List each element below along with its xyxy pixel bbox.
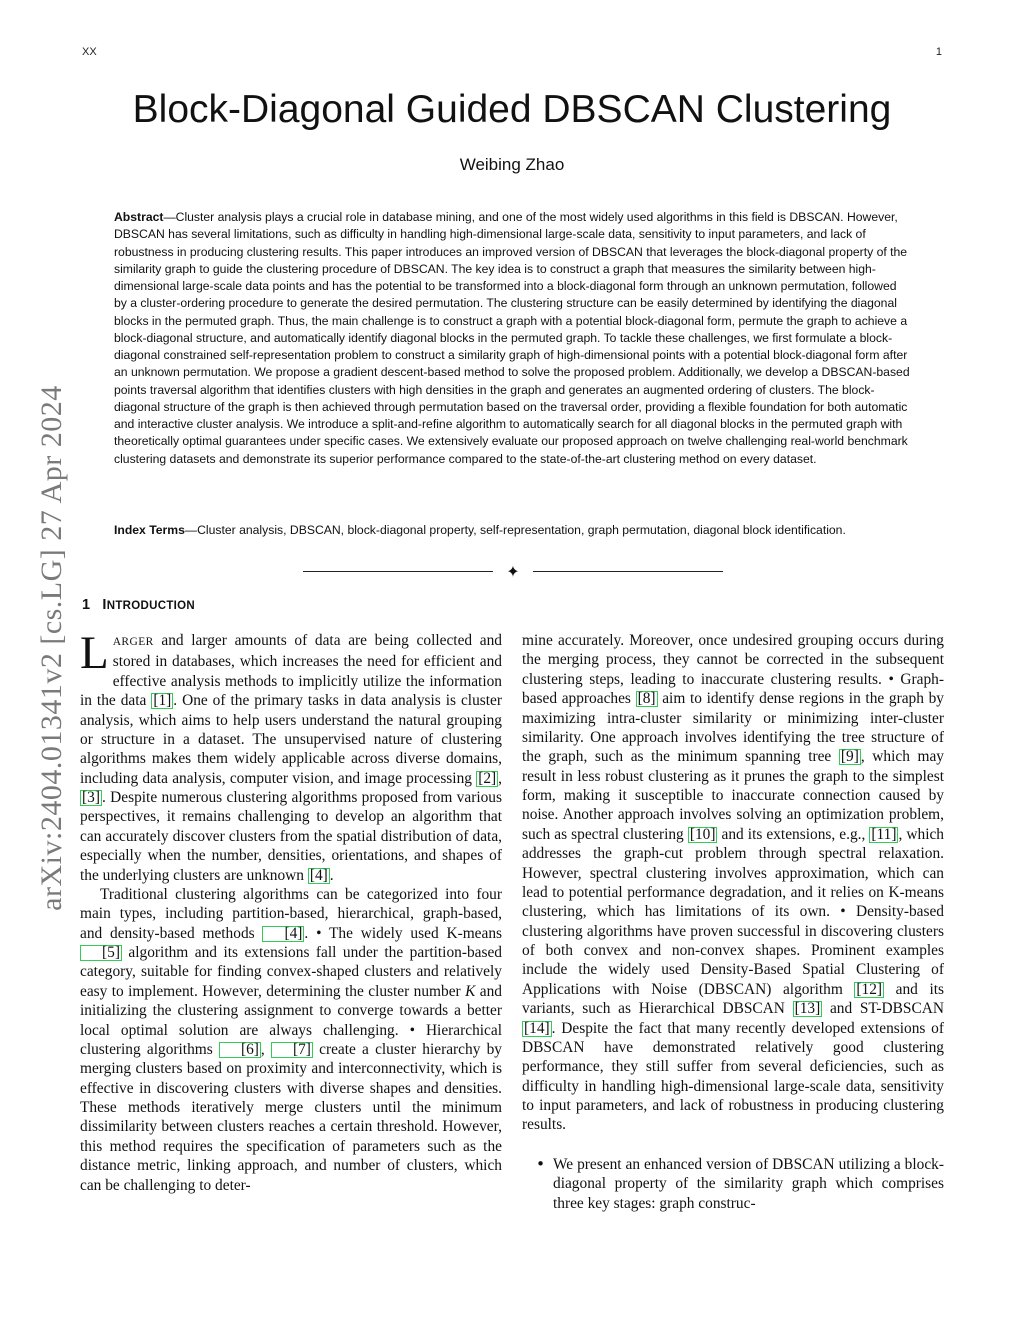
citation-link[interactable]: [12] bbox=[856, 980, 883, 998]
text-run: . • The widely used K-means bbox=[304, 924, 503, 942]
text-run: and its variants, such as Hierarchical DBSCAN bbox=[522, 980, 944, 1018]
index-terms-text: —Cluster analysis, DBSCAN, block-diagonal property, self-representation, graph permutation, diagonal block identification. bbox=[184, 523, 846, 537]
divider-rule-left bbox=[303, 571, 493, 572]
citation-link[interactable]: [3] bbox=[82, 789, 100, 806]
citation-link[interactable]: [2] bbox=[478, 769, 497, 787]
intro-paragraph-2 bbox=[80, 885, 502, 1195]
abstract bbox=[114, 209, 912, 468]
section-first-letter: I bbox=[102, 597, 107, 613]
text-run: , bbox=[260, 1040, 271, 1058]
text-run: . Despite numerous clustering algorithms proposed from various perspectives, it remains challenging to develop an algorithm that can accurately discover clusters from the spatial distribution of data, especially when the number, densities, orientations, and shapes of the underlying clusters are unknown bbox=[80, 789, 502, 884]
math-symbol: K bbox=[465, 982, 476, 1000]
text-run: Traditional clustering algorithms can be categorized into four main types, including partition-based, hierarchical, graph-based, and density-based methods bbox=[80, 885, 502, 942]
list-item: • We present an enhanced version of DBSCAN utilizing a block-diagonal property of the similarity graph which comprises three key stages: graph construc- bbox=[522, 1155, 944, 1213]
citation-link[interactable]: [8] bbox=[637, 690, 656, 708]
text-run: mine accurately. Moreover, once undesired grouping occurs during the merging process, they cannot be corrected in the subsequent clustering steps, leading to inaccurate clustering results. • Graph-based approaches bbox=[522, 632, 944, 708]
citation-link[interactable]: [6] bbox=[219, 1042, 261, 1058]
index-terms bbox=[114, 522, 912, 539]
text-run: . Despite the fact that many recently developed extensions of DBSCAN have demonstrated relatively good clustering performance, they still suffer from several deficiencies, such as difficulty in handling high-dimensional large-scale data, sensitivity to input parameters, and lack of robustness in producing clustering results. bbox=[522, 1019, 944, 1134]
text-run: , which may result in less robust clustering as it prunes the graph to the simplest form, making it susceptible to inaccurate connection caused by noise. Another approach involves solving an optimization problem, such as spectral clustering bbox=[522, 748, 944, 843]
citation-link[interactable]: [5] bbox=[80, 945, 122, 961]
paper-title: Block-Diagonal Guided DBSCAN Clustering bbox=[132, 88, 892, 131]
divider-rule-right bbox=[533, 571, 723, 572]
divider-star-icon: ✦ bbox=[506, 561, 520, 581]
text-run: aim to identify dense regions in the graph by maximizing intra-cluster similarity or minimizing inter-cluster similarity. One approach involves identifying the tree structure of the graph, such as the minimum spanning tree bbox=[522, 690, 944, 766]
section-heading-introduction bbox=[82, 597, 195, 613]
lead-smallcaps: ARGER bbox=[112, 636, 154, 648]
intro-paragraph-3 bbox=[522, 631, 944, 1135]
text-run: and its extensions, e.g., bbox=[717, 825, 870, 843]
citation-link[interactable]: [4] bbox=[262, 926, 304, 942]
citation-link[interactable]: [4] bbox=[309, 866, 328, 884]
citation-link[interactable]: [9] bbox=[840, 748, 859, 766]
text-run: algorithm and its extensions fall under the partition-based category, suitable for finding convex-shaped clusters and relatively easy to implement. However, determining the cluster number bbox=[80, 944, 502, 1000]
intro-paragraph-1 bbox=[80, 627, 502, 885]
contribution-list bbox=[522, 1155, 944, 1213]
text-run: . One of the primary tasks in data analysis is cluster analysis, which aims to help users understand the natural grouping or structure in a dataset. The unsupervised nature of clustering algorithms makes them widely applicable across diverse domains, including data analysis, computer vision, and image processing bbox=[80, 692, 502, 787]
section-divider bbox=[303, 562, 723, 580]
author-name: Weibing Zhao bbox=[459, 155, 565, 174]
running-header-left: XX bbox=[82, 46, 97, 58]
text-run: create a cluster hierarchy by merging clusters based on proximity and interconnectivity, which is effective in discovering clusters with diverse shapes and densities. These methods iteratively merge clusters until the minimum dissimilarity between clusters reaches a certain threshold. However, this method requires the specification of parameters such as the distance metric, linking approach, and number of clusters, which can be challenging to deter- bbox=[80, 1040, 502, 1194]
text-run: and larger amounts of data are being collected and stored in databases, which increases the need for efficient and effective analysis methods to implicitly utilize the information in the data bbox=[80, 632, 502, 710]
text-run: , which addresses the graph-cut problem through spectral relaxation. However, spectral clustering involves approximation, which can lead to potential performance degradation, and it relies on K-means clustering, which has limitations of its own. • Density-based clustering algorithms have proven successful in discovering clusters of both convex and non-convex shapes. Prominent examples include the widely used Density-Based Spatial Clustering of Applications with Noise (DBSCAN) algorithm bbox=[522, 825, 944, 998]
right-column bbox=[522, 631, 944, 1213]
citation-link[interactable]: [10] bbox=[689, 825, 716, 843]
left-column bbox=[80, 627, 503, 1195]
page-number: 1 bbox=[935, 46, 942, 58]
citation-link[interactable]: [14] bbox=[524, 1019, 550, 1037]
citation-link[interactable]: [7] bbox=[271, 1042, 313, 1058]
abstract-text: —Cluster analysis plays a crucial role in database mining, and one of the most widely used algorithms in this field is DBSCAN. However, DBSCAN has several limitations, such as difficulty in handling high-dimensional large-scale data, sensitivity to input parameters, and lack of robustness in producing clustering results. This paper introduces an improved version of DBSCAN that leverages the block-diagonal property of the similarity graph to guide the clustering procedure of DBSCAN. The key idea is to construct a graph that measures the similarity between high-dimensional large-scale data points and has the potential to be transformed into a block-diagonal form through an unknown permutation, followed by a cluster-ordering procedure to generate the desired permutation. The clustering structure can be easily determined by identifying the diagonal blocks in the permuted graph. Thus, the main challenge is to construct a graph with a potential block-diagonal form, permute the graph to achieve a block-diagonal structure, and automatically identify diagonal blocks in the permuted graph. To tackle these challenges, we first formulate a block-diagonal constrained self-representation problem to construct a similarity graph of high-dimensional points with a potential block-diagonal form after an unknown permutation. We propose a gradient descent-based method to solve the proposed problem. Additionally, we develop a DBSCAN-based points traversal algorithm that identifies clusters with high densities in the graph and generates an augmented ordering of clusters. The block-diagonal structure of the graph is then achieved through permutation based on the traversal order, providing a flexible foundation for both automatic and interactive cluster analysis. We introduce a split-and-refine algorithm to automatically search for all diagonal blocks in the permuted graph with theoretically optimal guarantees under specific cases. We extensively evaluate our proposed approach on twelve challenging real-world benchmark clustering datasets and demonstrate its superior performance compared to the state-of-the-art clustering method on every dataset. bbox=[114, 210, 910, 466]
text-run: and ST-DBSCAN bbox=[822, 1000, 944, 1018]
citation-link[interactable]: [11] bbox=[871, 825, 897, 843]
section-title-rest: NTRODUCTION bbox=[106, 600, 195, 612]
citation-link[interactable]: [13] bbox=[794, 1000, 821, 1018]
abstract-label: Abstract bbox=[114, 210, 164, 224]
text-run: . bbox=[329, 866, 334, 884]
index-terms-label: Index Terms bbox=[114, 523, 185, 537]
section-number: 1 bbox=[82, 597, 91, 613]
drop-cap: L bbox=[80, 627, 109, 679]
text-run: and initializing the clustering assignment to converge towards a better local optimal solution are always challenging. • Hierarchical clustering algorithms bbox=[80, 982, 502, 1058]
text-run: , bbox=[498, 769, 502, 787]
citation-link[interactable]: [1] bbox=[153, 692, 172, 710]
arxiv-watermark: arXiv:2404.01341v2 [cs.LG] 27 Apr 2024 bbox=[35, 385, 68, 911]
